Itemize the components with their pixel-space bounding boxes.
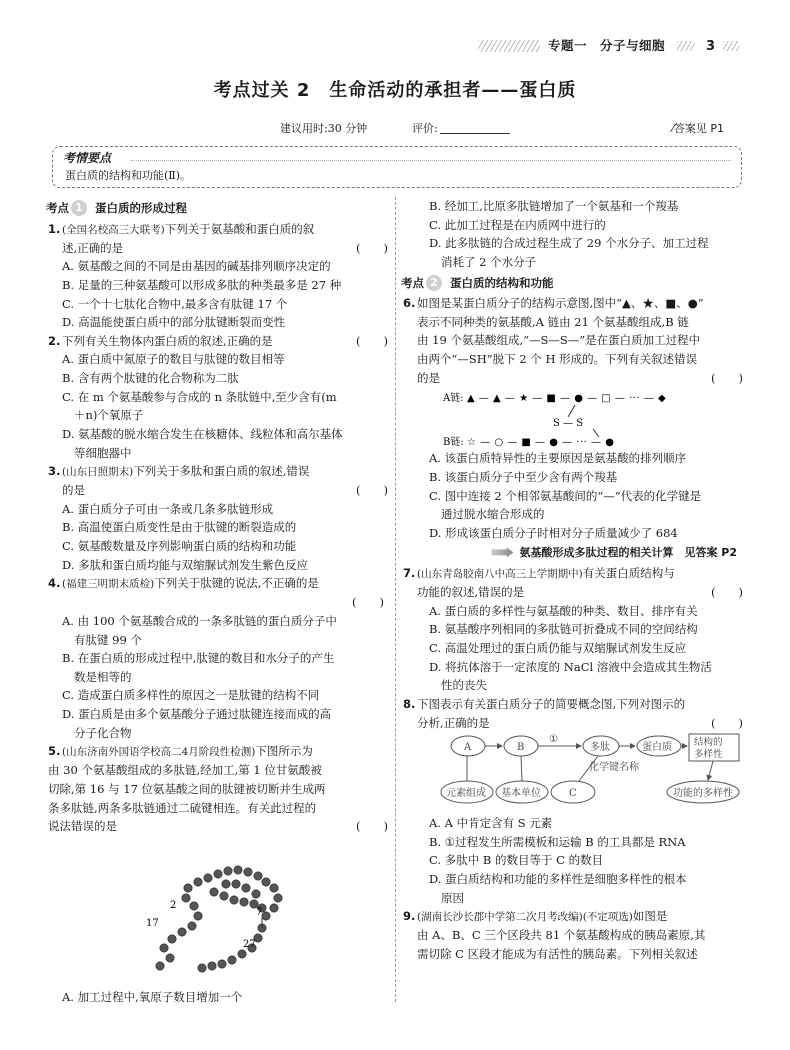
option-6a: A. 该蛋白质特异性的主要原因是氨基酸的排列顺序	[429, 451, 687, 466]
s-bond-lower	[593, 429, 599, 437]
amino-acid-bead	[220, 892, 228, 900]
chain-b-sequence: ☆ — ○ — ■ — ● — ··· — ●	[467, 437, 615, 449]
label-a: A	[464, 742, 472, 754]
amino-acid-bead	[178, 928, 186, 936]
option-6b: B. 该蛋白质分子中至少含有两个羧基	[429, 469, 618, 484]
option-5b: B. 经加工,比原多肽链增加了一个氨基和一个羧基	[429, 199, 679, 213]
question-source: (山东日照期末)	[62, 466, 134, 479]
amino-acid-bead	[208, 962, 216, 970]
section-number-badge: 1	[71, 200, 87, 216]
question-stem-line: 分析,正确的是	[417, 715, 490, 730]
label-protein: 蛋白质	[642, 742, 672, 754]
chain-b-label: B链:	[443, 437, 464, 449]
page-header	[0, 36, 790, 56]
left-column	[48, 197, 388, 1006]
amino-acid-bead	[184, 884, 192, 892]
label-structure-1: 结构的	[694, 737, 723, 749]
question-stem-line: 由两个“—SH”脱下 2 个 H 形成的。下列有关叙述错误	[417, 352, 698, 366]
concept-map-figure	[403, 732, 743, 814]
column-divider	[395, 197, 396, 1002]
option-3c: C. 氨基酸数量及序列影响蛋白质的结构和功能	[62, 539, 297, 553]
answer-paren: ( )	[711, 585, 743, 600]
amino-acid-bead	[238, 950, 246, 958]
position-label-7: 7	[256, 906, 263, 918]
question-stem-line: 由 19 个氨基酸组成,“—S—S—”是在蛋白质加工过程中	[417, 333, 701, 348]
position-label-27: 27	[243, 938, 256, 950]
option-6c-cont: 通过脱水缩合形成的	[441, 507, 545, 522]
amino-acid-bead	[262, 912, 270, 920]
label-function: 功能的多样性	[673, 788, 733, 800]
label-b: B	[517, 742, 525, 754]
question-source: (福建三明期末质检)	[62, 578, 155, 591]
question-number: 7.	[403, 566, 416, 581]
question-5	[48, 742, 388, 761]
amino-acid-bead	[168, 935, 176, 943]
section-heading-2	[401, 274, 743, 293]
concept-map-diagram	[403, 732, 743, 814]
question-stem-line: 表示不同种类的氨基酸,A 链由 21 个氨基酸组成,B 链	[417, 314, 689, 329]
question-8	[403, 695, 743, 732]
calc-tip-text: 氨基酸形成多肽过程的相关计算 见答案 P2	[519, 546, 737, 560]
question-source: (全国名校高三大联考)	[62, 223, 165, 236]
label-c: C	[569, 788, 577, 800]
option-2d-cont: 等细胞器中	[74, 445, 132, 460]
amino-acid-bead	[244, 868, 252, 876]
question-number: 3.	[48, 464, 61, 479]
question-number: 1.	[48, 221, 61, 236]
question-5-line5: 说法错误的是	[48, 819, 117, 834]
label-polypeptide: 多肽	[590, 742, 610, 754]
amino-acid-bead	[224, 867, 232, 875]
amino-acid-bead	[274, 894, 282, 902]
polypeptide-chain-diagram	[48, 836, 388, 988]
question-stem: 有关蛋白质结构与	[582, 566, 675, 581]
question-number: 5.	[48, 744, 61, 759]
option-7d: D. 将抗体溶于一定浓度的 NaCl 溶液中会造成其生物活	[429, 659, 712, 674]
section-title: 蛋白质的结构和功能	[450, 275, 554, 290]
option-5d-cont: 消耗了 2 个水分子	[441, 254, 537, 269]
option-2a: A. 蛋白质中氮原子的数目与肽键的数目相等	[62, 352, 285, 367]
option-1a: A. 氨基酸之间的不同是由基因的碱基排列顺序决定的	[62, 259, 331, 274]
question-source: (山东济南外国语学校高二4月阶段性检测)	[62, 746, 256, 759]
amino-acid-bead	[190, 902, 198, 910]
question-stem: 下列关于肽键的说法,不正确的是	[154, 576, 319, 591]
question-1	[48, 220, 388, 258]
question-stem: 下图表示有关蛋白质分子的简要概念图,下列对图示的	[417, 696, 686, 711]
option-7a: A. 蛋白质的多样性与氨基酸的种类、数目、排序有关	[429, 603, 698, 618]
amino-acid-bead	[204, 874, 212, 882]
question-stem: 下列关于多肽和蛋白质的叙述,错误	[133, 464, 310, 479]
amino-acid-bead	[182, 894, 190, 902]
protein-chain-diagram	[403, 387, 743, 449]
answer-paren: ( )	[711, 715, 743, 730]
label-element: 元素组成	[446, 788, 486, 800]
header-hatch-far-right	[723, 41, 739, 51]
option-3a: A. 蛋白质分子可由一条或几条多肽链形成	[62, 501, 274, 516]
option-4b-cont: 数是相等的	[74, 669, 132, 684]
right-column	[403, 197, 743, 964]
option-5d: D. 此多肽链的合成过程生成了 29 个水分子、加工过程	[429, 236, 709, 251]
answer-paren: ( )	[356, 240, 388, 255]
question-number: 4.	[48, 576, 61, 591]
amino-acid-bead	[218, 960, 226, 968]
question-source: (湖南长沙长郡中学第二次月考改编)(不定项选)	[417, 911, 633, 924]
amino-acid-bead	[228, 956, 236, 964]
question-5-line2: 由 30 个氨基酸组成的多肽链,经加工,第 1 位甘氨酸被	[48, 763, 322, 778]
header-hatch-right	[677, 41, 695, 51]
answer-paren: ( )	[352, 595, 384, 610]
question-6	[403, 294, 743, 387]
option-8b: B. ①过程发生所需模板和运输 B 的工具都是 RNA	[429, 834, 686, 849]
answer-reference	[672, 120, 724, 138]
question-stem: 如图是	[632, 909, 668, 924]
section-title: 蛋白质的形成过程	[95, 201, 187, 215]
evaluation-blank	[440, 122, 510, 134]
question-stem-line: 述,正确的是	[62, 240, 124, 255]
option-4b: B. 在蛋白质的形成过程中,肽键的数目和水分子的产生	[62, 651, 335, 666]
question-number: 9.	[403, 909, 416, 924]
answer-reference-text: 答案见 P1	[673, 122, 724, 135]
slash-icon: ⁄	[672, 122, 674, 135]
option-5c: C. 此加工过程是在内质网中进行的	[429, 217, 606, 232]
section-heading-1	[46, 199, 388, 218]
option-4a-cont: 有肽键 99 个	[74, 632, 142, 647]
question-stem: 如图是某蛋白质分子的结构示意图,图中“▲、★、■、●”	[417, 296, 704, 311]
page-number: 3	[706, 39, 716, 54]
option-2b: B. 含有两个肽键的化合物称为二肽	[62, 371, 239, 385]
amino-acid-bead	[242, 884, 250, 892]
calc-tip	[403, 544, 743, 562]
amino-acid-bead	[254, 872, 262, 880]
option-3d: D. 多肽和蛋白质均能与双缩脲试剂发生紫色反应	[62, 557, 309, 572]
question-7	[403, 564, 743, 602]
amino-acid-bead	[270, 884, 278, 892]
amino-acid-bead	[252, 890, 260, 898]
option-1d: D. 高温能使蛋白质中的部分肽键断裂而变性	[62, 315, 286, 330]
exam-points-box	[52, 146, 742, 188]
question-stem-line: 需切除 C 区段才能成为有活性的胰岛素。下列相关叙述	[417, 946, 698, 961]
section-number-badge: 2	[426, 275, 442, 291]
option-8d: D. 蛋白质结构和功能的多样性是细胞多样性的根本	[429, 872, 687, 887]
amino-acid-bead	[188, 922, 196, 930]
polypeptide-figure	[48, 836, 388, 988]
chain-a-sequence: ▲ — ▲ — ★ — ■ — ● — □ — ··· — ◆	[467, 393, 667, 405]
amino-acid-bead	[240, 898, 248, 906]
question-9	[403, 907, 743, 963]
question-source: (山东青岛胶南八中高三上学期期中)	[417, 568, 583, 581]
page-title: 考点过关 2 生命活动的承担者——蛋白质	[213, 80, 577, 101]
label-structure-2: 多样性	[694, 749, 723, 761]
option-5a: A. 加工过程中,氧原子数目增加一个	[62, 989, 243, 1004]
amino-acid-bead	[270, 904, 278, 912]
question-3	[48, 462, 388, 500]
position-label-17: 17	[146, 917, 159, 929]
option-1b: B. 足量的三种氨基酸可以形成多肽的种类最多是 27 种	[62, 277, 342, 292]
exam-points-body: 蛋白质的结构和功能(Ⅱ)。	[65, 169, 192, 182]
header-title: 专题一 分子与细胞	[548, 38, 666, 53]
arrow-icon	[491, 547, 513, 557]
question-2	[48, 332, 388, 351]
question-stem: 下列关于氨基酸和蛋白质的叙	[164, 221, 315, 236]
question-number: 2.	[48, 333, 61, 348]
position-label-2: 2	[170, 899, 177, 911]
option-6c: C. 图中连接 2 个相邻氨基酸间的“—”代表的化学键是	[429, 488, 702, 503]
question-5-line4: 条多肽链,两条多肽链通过二硫键相连。有关此过程的	[48, 800, 317, 815]
option-6d: D. 形成该蛋白质分子时相对分子质量减少了 684	[429, 525, 678, 540]
amino-acid-bead	[160, 944, 168, 952]
exam-points-title: 考情要点	[63, 149, 115, 168]
option-4a: A. 由 100 个氨基酸合成的一条多肽链的蛋白质分子中	[62, 613, 337, 628]
answer-paren: ( )	[711, 370, 743, 385]
question-4	[48, 574, 388, 612]
suggested-time: 建议用时:30 分钟	[280, 122, 368, 135]
evaluation-label: 评价:	[412, 122, 438, 135]
amino-acid-bead	[234, 866, 242, 874]
amino-acid-bead	[166, 954, 174, 962]
answer-paren: ( )	[356, 333, 388, 348]
amino-acid-beads	[156, 866, 282, 972]
amino-acid-bead	[198, 964, 206, 972]
option-4c: C. 造成蛋白质多样性的原因之一是肽键的结构不同	[62, 688, 320, 703]
amino-acid-bead	[194, 912, 202, 920]
amino-acid-bead	[214, 870, 222, 878]
option-7c: C. 高温处理过的蛋白质仍能与双缩脲试剂发生反应	[429, 641, 687, 656]
question-stem-line: 功能的叙述,错误的是	[417, 585, 525, 600]
option-3b: B. 高温使蛋白质变性是由于肽键的断裂造成的	[62, 520, 297, 535]
option-4d-cont: 分子化合物	[74, 725, 132, 740]
answer-paren: ( )	[356, 819, 388, 834]
section-word: 考点	[401, 275, 424, 290]
exam-points-dotted-line	[131, 160, 731, 161]
question-number: 8.	[403, 696, 416, 711]
label-bond-name: 化学键名称	[589, 762, 639, 774]
chain-a-label: A链:	[443, 393, 464, 405]
option-2c: C. 在 m 个氨基酸参与合成的 n 条肽链中,至少含有(m	[62, 389, 337, 404]
option-1c: C. 一个十七肽化合物中,最多含有肽键 17 个	[62, 296, 288, 311]
question-stem-line: 由 A、B、C 三个区段共 81 个氨基酸构成的胰岛素原,其	[417, 928, 706, 943]
amino-acid-bead	[156, 962, 164, 970]
arrow-structure-function	[708, 761, 713, 780]
option-8a: A. A 中肯定含有 S 元素	[429, 816, 553, 831]
amino-acid-bead	[262, 878, 270, 886]
s-bond-upper	[568, 405, 575, 417]
option-7d-cont: 性的丧失	[441, 678, 487, 693]
label-unit: 基本单位	[501, 788, 541, 800]
amino-acid-bead	[232, 880, 240, 888]
protein-chain-figure	[403, 387, 743, 449]
section-word: 考点	[46, 201, 69, 215]
option-4d: D. 蛋白质是由多个氨基酸分子通过肽键连接而成的高	[62, 707, 332, 721]
amino-acid-bead	[230, 896, 238, 904]
evaluation-field	[412, 120, 510, 138]
option-8d-cont: 原因	[441, 890, 464, 905]
option-7b: B. 氨基酸序列相同的多肽链可折叠成不同的空间结构	[429, 622, 698, 637]
amino-acid-bead	[222, 880, 230, 888]
option-2c-cont: ＋n)个氧原子	[74, 408, 144, 423]
question-stem-line: 的是	[417, 370, 440, 385]
amino-acid-bead	[210, 888, 218, 896]
label-process-1: ①	[549, 734, 558, 746]
question-5-line3: 切除,第 16 与 17 位氨基酸之间的肽键被切断并生成两	[48, 781, 326, 796]
disulfide-label: S — S	[553, 418, 584, 430]
question-number: 6.	[403, 296, 416, 311]
option-8c: C. 多肽中 B 的数目等于 C 的数目	[429, 853, 604, 868]
answer-paren: ( )	[356, 483, 388, 498]
header-hatch-left	[478, 40, 540, 52]
question-stem: 下列有关生物体内蛋白质的叙述,正确的是	[62, 333, 273, 348]
link-b-unit	[521, 756, 522, 781]
question-stem: 下图所示为	[255, 744, 313, 759]
question-stem-line: 的是	[62, 483, 85, 498]
amino-acid-bead	[194, 878, 202, 886]
option-2d: D. 氨基酸的脱水缩合发生在核糖体、线粒体和高尔基体	[62, 426, 343, 441]
